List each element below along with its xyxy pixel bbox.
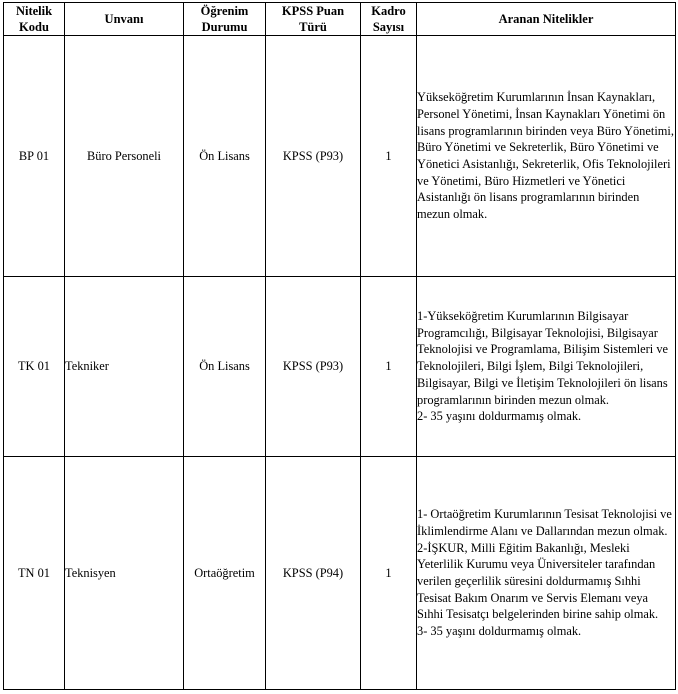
header-line: Unvanı <box>104 12 144 26</box>
cell-unvani: Teknisyen <box>65 457 184 690</box>
cell-ogrenim-durumu: Ortaöğretim <box>184 457 266 690</box>
cell-unvani: Tekniker <box>65 277 184 457</box>
header-line: Sayısı <box>372 20 405 34</box>
table-header-row <box>4 3 676 36</box>
cell-kpss-puan-turu: KPSS (P93) <box>266 36 361 277</box>
cell-aranan-nitelikler <box>417 277 676 457</box>
table-row <box>4 457 676 690</box>
cell-kpss-puan-turu: KPSS (P94) <box>266 457 361 690</box>
qualification-table <box>3 2 676 690</box>
cell-nitelik-kodu: TN 01 <box>4 457 65 690</box>
header-line: Türü <box>299 20 327 34</box>
column-header-kadro-sayisi <box>361 3 417 36</box>
cell-kadro-sayisi: 1 <box>361 457 417 690</box>
column-header-unvani <box>65 3 184 36</box>
header-line: Nitelik <box>15 4 53 18</box>
cell-nitelik-kodu: TK 01 <box>4 277 65 457</box>
description-paragraph: 1- Ortaöğretim Kurumlarının Tesisat Teknolojisi ve İklimlendirme Alanı ve Dallarından mezun olmak. <box>417 507 672 538</box>
description-paragraph: 2- 35 yaşını doldurmamış olmak. <box>417 409 582 424</box>
cell-kadro-sayisi: 1 <box>361 36 417 277</box>
table-row <box>4 277 676 457</box>
cell-nitelik-kodu: BP 01 <box>4 36 65 277</box>
header-line: Öğrenim <box>200 4 249 18</box>
cell-kadro-sayisi: 1 <box>361 277 417 457</box>
description-paragraph: Yükseköğretim Kurumlarının İnsan Kaynakları, Personel Yönetimi, İnsan Kaynakları Yönetimi ön lisans programlarının birinden veya Büro Yönetimi, Büro Yönetimi ve Sekreterlik, Büro Yönetimi ve Yönetici Asistanlığı, Sekreterlik, Ofis Teknolojileri ve Yönetimi, Büro Hizmetleri ve Yönetici Asistanlığı ön lisans programlarının birinden mezun olmak. <box>417 90 674 222</box>
cell-aranan-nitelikler <box>417 457 676 690</box>
table-row <box>4 36 676 277</box>
table-body <box>4 36 676 690</box>
header-line: Kodu <box>19 20 49 34</box>
description-paragraph: 1-Yükseköğretim Kurumlarının Bilgisayar Programcılığı, Bilgisayar Teknolojisi, Bilgisayar Teknolojisi ve Programlama, Bilişim Sistemleri ve Teknolojileri, Bilgi İşlem, Bilgi Teknolojileri, Bilgisayar, Bilgi ve İletişim Teknolojileri ön lisans programlarının birinden mezun olmak. <box>417 309 669 407</box>
cell-kpss-puan-turu: KPSS (P93) <box>266 277 361 457</box>
cell-aranan-nitelikler <box>417 36 676 277</box>
header-line: Aranan Nitelikler <box>498 12 594 26</box>
description-paragraph: 3- 35 yaşını doldurmamış olmak. <box>417 624 582 639</box>
description-paragraph: 2-İŞKUR, Milli Eğitim Bakanlığı, Mesleki Yeterlilik Kurumu veya Üniversiteler tarafından verilen geçerlilik süresini doldurmamış Sıhhi Tesisat Bakım Onarım ve Servis Elemanı veya Sıhhi Tesisatçı belgelerinden birine sahip olmak. <box>417 540 659 622</box>
column-header-kpss-puan-turu <box>266 3 361 36</box>
table-header <box>4 3 676 36</box>
header-line: Kadro <box>371 4 406 18</box>
cell-unvani: Büro Personeli <box>65 36 184 277</box>
header-line: KPSS Puan <box>281 4 345 18</box>
cell-ogrenim-durumu: Ön Lisans <box>184 277 266 457</box>
column-header-ogrenim-durumu <box>184 3 266 36</box>
column-header-aranan-nitelikler <box>417 3 676 36</box>
column-header-nitelik-kodu <box>4 3 65 36</box>
cell-ogrenim-durumu: Ön Lisans <box>184 36 266 277</box>
header-line: Durumu <box>201 20 248 34</box>
